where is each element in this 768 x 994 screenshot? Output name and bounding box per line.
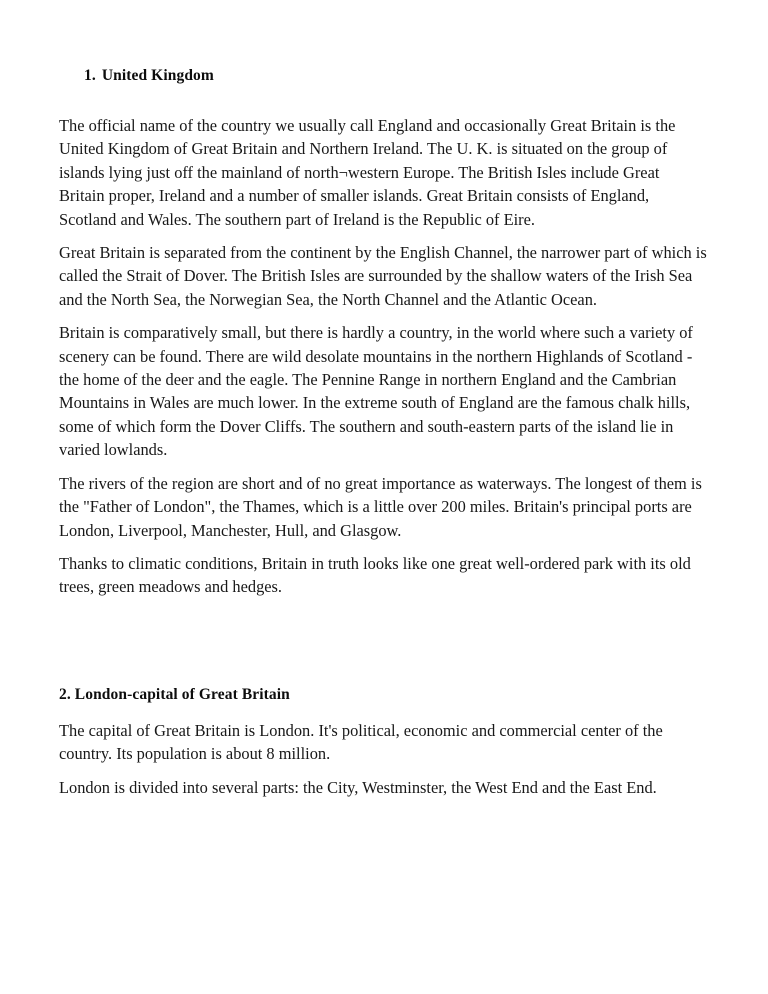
paragraph-spacer: [59, 542, 709, 552]
section-1-heading-title: United Kingdom: [101, 67, 214, 84]
section-1-heading: [59, 0, 709, 86]
document-body: [59, 0, 709, 799]
heading-2-spacer: [59, 705, 709, 719]
section-break-spacer: [59, 599, 709, 685]
section-2-paragraph-1: The capital of Great Britain is London. It's political, economic and commercial center of the country. Its population is about 8 million.: [59, 720, 663, 764]
paragraph-spacer: [59, 311, 709, 321]
section-1-heading-number: 1.: [84, 67, 96, 84]
paragraph-spacer: [59, 462, 709, 472]
section-1-paragraph-2: Great Britain is separated from the continent by the English Channel, the narrower part of which is called the Strait of Dover. The British Isles are surrounded by the shallow waters of the Irish Sea and the North Sea, the Norwegian Sea, the North Channel and the Atlantic Ocean.: [59, 243, 707, 309]
heading-1-spacer: [59, 86, 709, 114]
paragraph-spacer: [59, 766, 709, 776]
section-1-paragraph-3: Britain is comparatively small, but there is hardly a country, in the world where such a variety of scenery can be found. There are wild desolate mountains in the northern Highlands of Scotland - the home of the deer and the eagle. The Pennine Range in northern England and the Cambrian Mountains in Wales are much lower. In the extreme south of England are the famous chalk hills, some of which form the Dover Cliffs. The southern and south-eastern parts of the island lie in varied lowlands.: [59, 323, 693, 460]
section-1-paragraph-5: Thanks to climatic conditions, Britain in truth looks like one great well-ordered park with its old trees, green meadows and hedges.: [59, 553, 691, 597]
section-1-paragraph-1: The official name of the country we usually call England and occasionally Great Britain is the United Kingdom of Great Britain and Northern Ireland. The U. K. is situated on the group of islands lying just off the mainland of north¬western Europe. The British Isles include Great Britain proper, Ireland and a number of smaller islands. Great Britain consists of England, Scotland and Wales. The southern part of Ireland is the Republic of Eire.: [59, 116, 676, 229]
section-2-paragraph-2: London is divided into several parts: the City, Westminster, the West End and the East End.: [59, 777, 657, 797]
section-1-paragraph-4: The rivers of the region are short and of no great importance as waterways. The longest of them is the "Father of London", the Thames, which is a little over 200 miles. Britain's principal ports are London, Liverpool, Manchester, Hull, and Glasgow.: [59, 473, 702, 540]
paragraph-spacer: [59, 231, 709, 241]
section-2-heading: 2. London-capital of Great Britain: [59, 685, 290, 703]
